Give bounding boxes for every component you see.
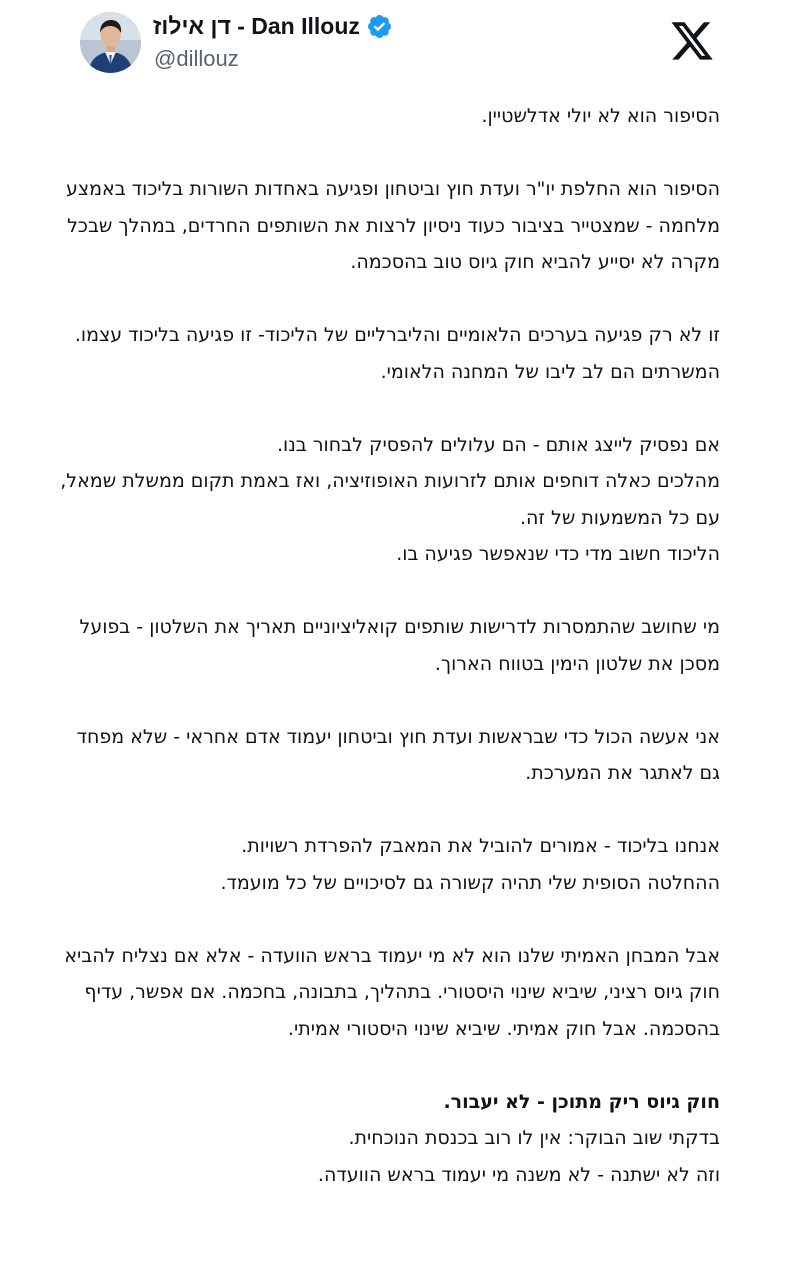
paragraph-line: אני אעשה הכול כדי שבראשות ועדת חוץ וביטחון יעמוד אדם אחראי - שלא מפחד גם לאתגר את המערכת. bbox=[76, 725, 720, 784]
paragraph-line: הסיפור הוא החלפת יו"ר ועדת חוץ וביטחון ופגיעה באחדות השורות בליכוד באמצע מלחמה - שמצטייר בציבור כעוד ניסיון לרצות את השותפים החרדים, במהלך שבכל מקרה לא יסייע להביא חוק גיוס טוב בהסכמה. bbox=[65, 178, 720, 273]
author-avatar[interactable] bbox=[80, 12, 141, 73]
bold-heading: חוק גיוס ריק מתוכן - לא יעבור. bbox=[443, 1090, 720, 1113]
paragraph-line: אם נפסיק לייצג אותם - הם עלולים להפסיק לבחור בנו. bbox=[276, 433, 720, 456]
author-name-row[interactable] bbox=[153, 10, 393, 42]
paragraph-line: מי שחושב שהתמסרות לדרישות שותפים קואליציוניים תאריך את השלטון - בפועל מסכן את שלטון הימין בטווח הארוך. bbox=[79, 616, 720, 675]
x-logo-icon[interactable] bbox=[669, 18, 715, 62]
tweet-paragraph bbox=[60, 1120, 720, 1193]
paragraph-line: אנחנו בליכוד - אמורים להוביל את המאבק להפרדת רשויות. bbox=[241, 835, 720, 857]
verified-badge-icon bbox=[366, 13, 393, 40]
paragraph-line: ההחלטה הסופית שלי תהיה קשורה גם לסיכויים של כל מועמד. bbox=[220, 871, 720, 894]
tweet-paragraph bbox=[60, 719, 720, 792]
tweet-paragraph bbox=[60, 98, 720, 135]
paragraph-line: הסיפור הוא לא יולי אדלשטיין. bbox=[481, 105, 720, 127]
tweet-paragraph bbox=[60, 938, 720, 1048]
author-handle[interactable]: @dillouz bbox=[154, 46, 239, 71]
tweet-paragraph bbox=[60, 828, 720, 901]
paragraph-line: מהלכים כאלה דוחפים אותם לזרועות האופוזיציה, ואז באמת תקום ממשלת שמאל, עם כל המשמעות של זה. bbox=[60, 470, 720, 529]
author-display-name[interactable]: דן אילוז - Dan Illouz bbox=[153, 12, 360, 39]
paragraph-line: הליכוד חשוב מדי כדי שנאפשר פגיעה בו. bbox=[396, 543, 720, 565]
paragraph-line: בדקתי שוב הבוקר: אין לו רוב בכנסת הנוכחית. bbox=[348, 1127, 720, 1149]
paragraph-line: וזה לא ישתנה - לא משנה מי יעמוד בראש הוועדה. bbox=[317, 1163, 720, 1186]
tweet-paragraph bbox=[60, 171, 720, 281]
paragraph-line: זו לא רק פגיעה בערכים הלאומיים והליברליים של הליכוד- זו פגיעה בליכוד עצמו. המשרתים הם לב ליבו של המחנה הלאומי. bbox=[74, 324, 720, 383]
avatar-image bbox=[80, 12, 141, 73]
tweet-paragraph bbox=[60, 317, 720, 390]
tweet-text bbox=[60, 98, 720, 1193]
paragraph-line: אבל המבחן האמיתי שלנו הוא לא מי יעמוד בראש הוועדה - אלא אם נצליח להביא חוק גיוס רציני, שיביא שינוי היסטורי. בתהליך, בתבונה, בחכמה. אם אפשר, עדיף בהסכמה. אבל חוק אמיתי. שיביא שינוי היסטורי אמיתי. bbox=[64, 944, 720, 1040]
tweet-paragraph bbox=[60, 427, 720, 573]
tweet-header bbox=[0, 0, 794, 96]
tweet-paragraph bbox=[60, 609, 720, 682]
